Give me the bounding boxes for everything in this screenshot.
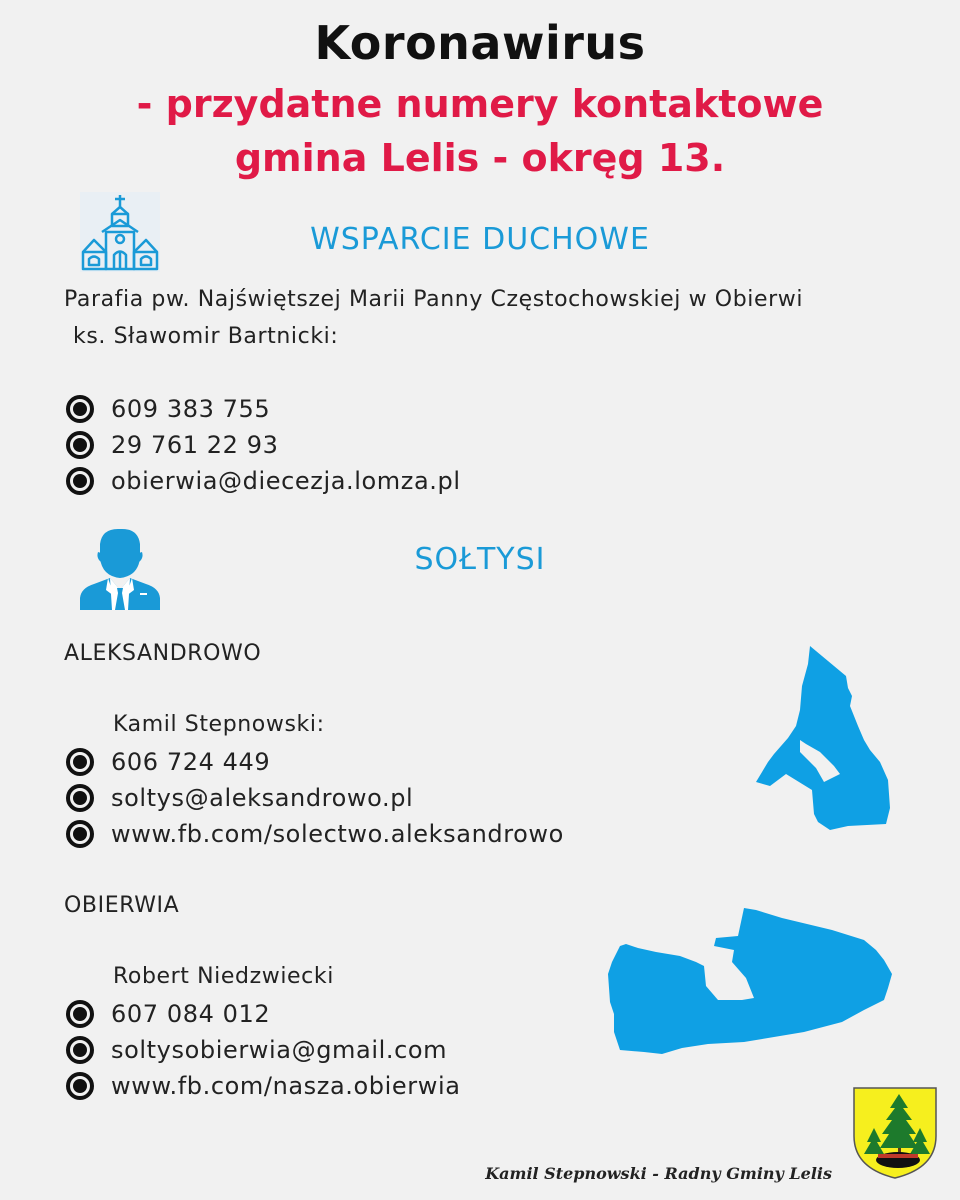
soltys-name-aleksandrowo: Kamil Stepnowski: [113, 712, 325, 737]
contact-value: www.fb.com/solectwo.aleksandrowo [111, 820, 564, 848]
contact-value: soltysobierwia@gmail.com [111, 1036, 448, 1064]
contact-facebook-aleksandrowo [66, 817, 564, 851]
footer-signature: Kamil Stepnowski - Radny Gminy Lelis [485, 1164, 832, 1183]
contact-value: 609 383 755 [111, 395, 271, 423]
contact-phone-parish-1 [66, 392, 270, 426]
bullet-icon [66, 1036, 94, 1064]
contact-email-aleksandrowo [66, 781, 413, 815]
bullet-icon [66, 1000, 94, 1028]
contact-phone-parish-2 [66, 428, 279, 462]
contact-phone-aleksandrowo [66, 745, 270, 779]
coat-of-arms-icon [852, 1086, 938, 1180]
bullet-icon [66, 784, 94, 812]
village-name-aleksandrowo: ALEKSANDROWO [64, 641, 262, 666]
page-title: Koronawirus [314, 16, 646, 70]
contact-value: www.fb.com/nasza.obierwia [111, 1072, 461, 1100]
contact-value: obierwia@diecezja.lomza.pl [111, 467, 461, 495]
section-heading-spiritual-support: WSPARCIE DUCHOWE [310, 222, 650, 257]
parish-name: Parafia pw. Najświętszej Marii Panny Częstochowskiej w Obierwi [64, 287, 804, 312]
page-subtitle-line-1: - przydatne numery kontaktowe [136, 82, 824, 126]
aleksandrowo-map-shape [740, 640, 900, 840]
soltys-name-obierwia: Robert Niedzwiecki [113, 964, 334, 989]
page-subtitle-line-2: gmina Lelis - okręg 13. [234, 136, 726, 180]
contact-value: 606 724 449 [111, 748, 271, 776]
contact-value: 29 761 22 93 [111, 431, 279, 459]
bullet-icon [66, 467, 94, 495]
bullet-icon [66, 395, 94, 423]
contact-value: 607 084 012 [111, 1000, 271, 1028]
bullet-icon [66, 1072, 94, 1100]
priest-name: ks. Sławomir Bartnicki: [73, 324, 339, 349]
contact-email-obierwia [66, 1033, 447, 1067]
contact-email-parish [66, 464, 461, 498]
bullet-icon [66, 748, 94, 776]
contact-value: soltys@aleksandrowo.pl [111, 784, 414, 812]
contact-phone-obierwia [66, 997, 270, 1031]
bullet-icon [66, 820, 94, 848]
obierwia-map-shape [606, 904, 896, 1060]
section-heading-soltysi: SOŁTYSI [414, 542, 546, 577]
contact-facebook-obierwia [66, 1069, 461, 1103]
bullet-icon [66, 431, 94, 459]
village-name-obierwia: OBIERWIA [64, 893, 180, 918]
